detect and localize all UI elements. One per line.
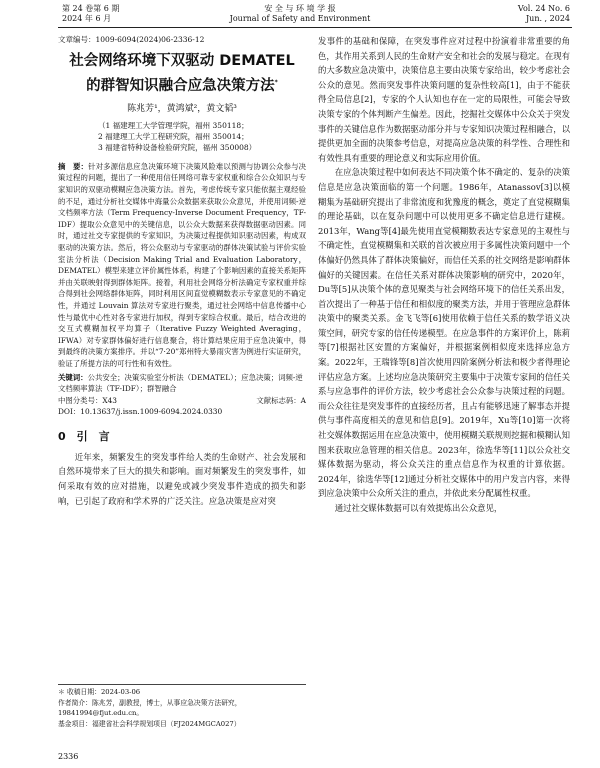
volume-issue-en xyxy=(518,4,570,24)
title-footnote-mark: * xyxy=(274,79,278,86)
document-code: 文献标志码：A xyxy=(256,395,306,405)
keywords-label: 关键词： xyxy=(58,372,88,382)
intro-paragraph: 近年来，频繁发生的突发事件给人类的生命财产、社会发展和自然环境带来了巨大的损失和影响。面对频繁发生的突发事件，如何采取有效的应对措施，以避免或减少突发事件造成的损失和影响，已引起了政府和学术界的广泛关注。应急决策是应对突 xyxy=(58,451,306,506)
clc-number: 中图分类号：X43 xyxy=(58,395,118,405)
vol-no: Vol. 24 No. 6 xyxy=(517,4,570,13)
keywords-text: 公共安全；决策实验室分析法（DEMATEL）；应急决策；词频-逆文档频率算法（TF-IDF）；群智融合 xyxy=(58,372,303,394)
right-column xyxy=(318,34,570,516)
body-paragraph-3: 通过社交媒体数据可以有效提炼出公众意见， xyxy=(334,503,503,513)
section-heading-introduction: 0 引 言 xyxy=(58,429,110,443)
title-line-2-text: 的群智知识融合应急决策方法 xyxy=(86,77,275,94)
classification-row xyxy=(58,395,306,407)
affiliation-1: （1 福建理工大学管理学院，福州 350118； xyxy=(98,120,249,130)
affiliation-3: 3 福建省特种设备检验研究院，福州 350008） xyxy=(98,142,257,152)
footnote-fund: 基金项目：福建省社会科学规划项目（FJ2024MGCA027） xyxy=(58,719,241,728)
keywords xyxy=(58,372,306,395)
page-number: 2336 xyxy=(58,752,79,761)
footnote-received: ＊ 收稿日期：2024-03-06 xyxy=(58,688,141,696)
journal-name-en: Journal of Safety and Environment xyxy=(229,14,371,23)
volume-line: 第 24 卷第 6 期 xyxy=(62,4,120,13)
month-year: Jun. , 2024 xyxy=(525,14,570,23)
left-column xyxy=(58,34,306,508)
title-line-1: 社会网络环境下双驱动 DEMATEL xyxy=(69,53,295,69)
date-line: 2024 年 6 月 xyxy=(62,14,112,23)
doi: DOI：10.13637/j.issn.1009-6094.2024.0330 xyxy=(58,407,223,417)
journal-name-cn: 安 全 与 环 境 学 报 xyxy=(264,4,336,13)
classification-info xyxy=(58,395,306,418)
abstract-text: 针对多源信息应急决策环境下决策风险难以预测与协调公众参与决策过程的问题，提出了一种使用信任网络可靠专家权重和综合公众知识与专家知识的双驱动模糊应急决策方法。首先，考虑传统专家只能依据主观经验的不足，通过分析社交媒体中海量公众数据来获取公众意见，并使用词频-逆文档频率方法（Term Frequency-Inverse Document Frequency，TF-IDF）提取公众意见中的关键信息，以公众大数据来获得数据驱动因素。同时，通过社交专家提供的专家知识，为决策过程提供知识驱动因素，构成双驱动的决策方法。然后，将公众驱动与专家驱动的群体决策试验与评价实验室法分析法（Decision Making Trial and Evaluation Laboratory，DEMATEL）模型来建立评价属性体系，构建了个影响因素的直接关系矩阵并由关联映射得到群体矩阵。接着，利用社会网络分析法确定专家权重并综合得到社会网络群体矩阵，同时利用区间直觉模糊数表示专家意见的不确定性，并通过 Louvain 算法对专家进行聚类，通过社会网络中信息传播中心性与最优中心性对各专家进行加权，得到专家综合权重。最后，结合改进的交互式模糊加权平均算子（Iterative Fuzzy Weighted Averaging，IFWA）对专家群体偏好进行信息聚合，将计算结果应用于应急决策中，得到最终的决策方案排序。并以“7·20”郑州特大暴雨灾害为例进行实证研究，验证了所提方法的可行性和有效性。 xyxy=(58,161,306,368)
body-paragraph-1: 发事件的基础和保障，在突发事件应对过程中扮演着非常重要的角色，其作用关系到人民的生命财产安全和社会的发展与稳定。在现有的大多数应急决策中，决策信息主要由决策专家给出，较少考虑社会公众的意见。然而突发事件决策问题的复杂性较高[1]，由于不能获得全局信息[2]，专家的个人认知也存在一定的局限性，可能会导致决策专家的个体判断产生偏差。因此，挖掘社交媒体中公众关于突发事件的关键信息作为数据驱动部分并与专家知识决策过程相融合，以提供更加全面的决策参考信息，对提高应急决策的科学性、合理性和有效性具有重要的理论意义和实际应用价值。 xyxy=(318,36,570,163)
affiliation-2: 2 福建理工大学工程研究院，福州 350014； xyxy=(98,131,249,141)
footnote-author: 作者简介：陈兆芳，副教授，博士，从事应急决策方法研究，19841994@fjut.edu.cn。 xyxy=(58,698,242,717)
header-rule xyxy=(58,27,572,28)
authors: 陈兆芳¹，黄鸿斌²，黄文韬³ xyxy=(127,103,237,114)
footnote xyxy=(58,684,306,729)
abstract xyxy=(58,161,306,370)
journal-name xyxy=(0,4,600,24)
abstract-label: 摘 要： xyxy=(58,161,89,171)
title-line-2 xyxy=(58,72,306,97)
article-id: 文章编号：1009-6094(2024)06-2336-12 xyxy=(58,35,205,44)
running-header xyxy=(0,0,600,28)
body-paragraph-2: 在应急决策过程中如何表达不同决策个体不确定的、复杂的决策信息是应急决策面临的第一个问题。1986年，Atanassov[3]以模糊集为基础研究提出了非常流度和犹豫度的概念，奠定了直觉模糊集的理论基础，以在复杂问题中可以使用更多不确定信息进行建模。2013年，Wang等[4]最先使用直觉模糊数表达专家意见的主观性与不确定性，直觉模糊集和关联的首次被应用于多属性决策问题中一个体偏好仍然具体了群体决策偏好，而信任关系的社交网络是影响群体偏好的关键因素。在信任关系对群体决策影响的研究中，2020年，Du等[5]从决策个体的意见聚类与社会网络环境下的信任关系出发，首次提出了一种基于信任和相似度的聚类方法，并用于管理应急群体决策中的聚类关系。金飞飞等[6]使用依赖于信任关系的数学语义决策空间，研究专家的信任传递模型。在应急事件的方案评价上，陈莉等[7]根据社区安置的方案偏好，并根据案例相似度来选择应急方案。2022年，王瑞锋等[8]首次使用四阶案例分析法和极少者得理论评估应急方案。上述均应急决策研究主要集中于决策专家间的信任关系与应急事件的评价方法，较少考虑社会公众参与决策过程的问题。而公众往往是突发事件的直接经历者，且占有能够迅速了解事态并提供与事件高度相关的意见和信息[9]。2019年，Xu等[10]第一次将社交媒体数据运用在应急决策中，使用模糊关联规则挖掘和模糊认知图来获取应急管理的相关信息。2023年，徐选华等[11]以公众社交媒体数据为驱动，将公众关注的重点信息作为权重的计算依据。2024年，徐选华等[12]通过分析社交媒体中的用户发言内容，来得到应急决策中公众所关注的重点，并依此来分配属性权重。 xyxy=(318,167,570,499)
affiliations xyxy=(58,120,306,153)
paper-title xyxy=(58,51,306,97)
